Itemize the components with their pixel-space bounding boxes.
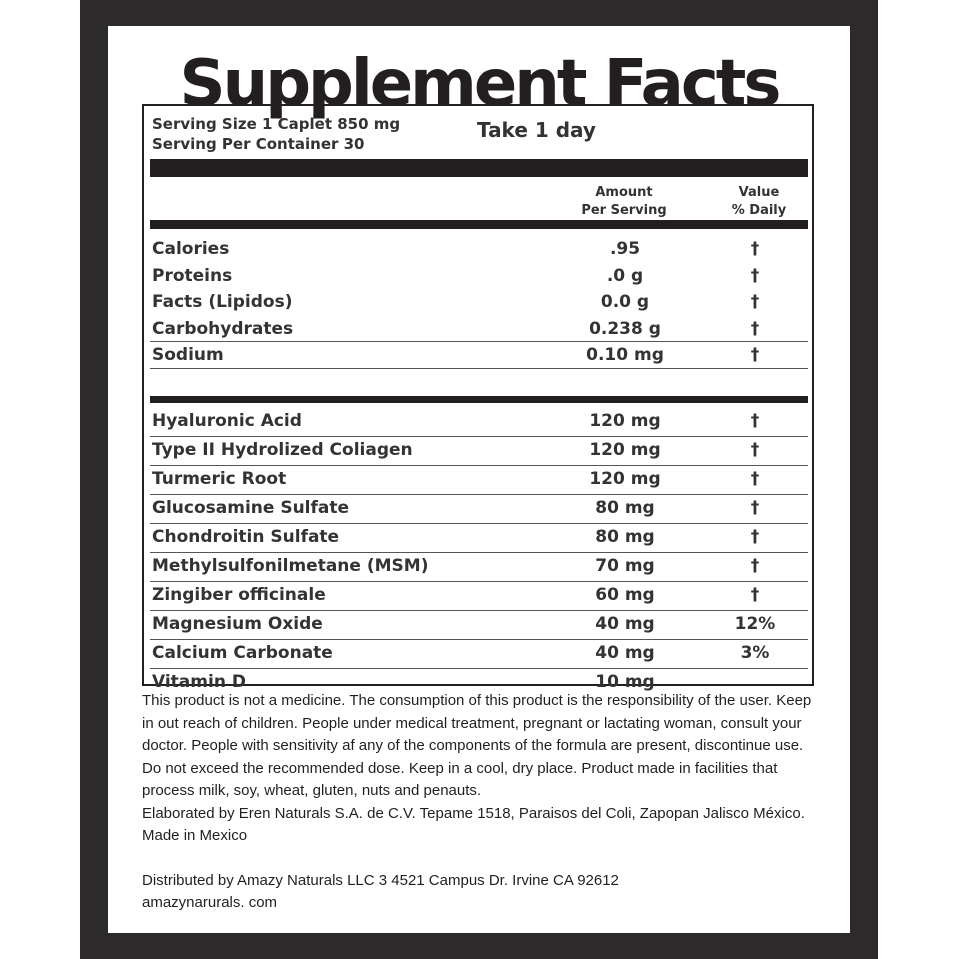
daily-value: † <box>750 469 760 489</box>
amount-per-serving: 60 mg <box>595 585 655 605</box>
daily-value: † <box>750 239 760 259</box>
daily-value: 12% <box>734 614 776 634</box>
ingredient-name: Hyaluronic Acid <box>152 411 302 431</box>
amount-per-serving: 80 mg <box>595 498 655 518</box>
label-panel <box>108 26 850 933</box>
table-row <box>150 553 808 582</box>
ingredient-name: Glucosamine Sulfate <box>152 498 350 518</box>
amount-per-serving: 40 mg <box>595 643 655 663</box>
amount-per-serving: 120 mg <box>589 440 661 460</box>
table-row <box>150 408 808 437</box>
daily-value: † <box>750 318 760 339</box>
row-divider <box>150 368 808 369</box>
ingredient-name: Methylsulfonilmetane (MSM) <box>152 556 429 576</box>
ingredient-name: Turmeric Root <box>152 469 287 489</box>
amount-per-serving: 0.238 g <box>589 318 661 339</box>
daily-value: † <box>750 440 760 460</box>
table-row <box>150 263 808 290</box>
ingredient-name: Proteins <box>152 265 233 286</box>
daily-value: 3% <box>740 643 770 663</box>
column-header-divider <box>150 220 808 229</box>
servings-per-container: Serving Per Container 30 <box>152 135 365 153</box>
label-notes <box>142 690 822 915</box>
website-text: amazynarurals. com <box>142 894 278 911</box>
table-row <box>150 611 808 640</box>
amount-per-serving: 120 mg <box>589 411 661 431</box>
ingredient-name: Chondroitin Sulfate <box>152 527 340 547</box>
amount-per-serving: 70 mg <box>595 556 655 576</box>
ingredient-name: Sodium <box>152 345 224 365</box>
table-row <box>150 582 808 611</box>
daily-value: † <box>750 498 760 518</box>
daily-value-column-header: Value % Daily <box>731 185 787 218</box>
table-row <box>150 640 808 669</box>
ingredient-name: Carbohydrates <box>152 318 294 339</box>
supplement-facts-table <box>142 104 814 692</box>
daily-value: † <box>750 585 760 605</box>
ingredient-name: Calories <box>152 239 230 259</box>
amount-per-serving: 80 mg <box>595 527 655 547</box>
table-row <box>150 495 808 524</box>
distributor-text: Distributed by Amazy Naturals LLC 3 4521 Campus Dr. Irvine CA 92612 <box>142 871 619 889</box>
manufacturer-text: Elaborated by Eren Naturals S.A. de C.V. Tepame 1518, Paraisos del Coli, Zapopan Jalisco México. Made in Mexico <box>142 804 805 844</box>
daily-value: † <box>750 292 760 312</box>
table-row <box>150 289 808 316</box>
ingredient-name: Calcium Carbonate <box>152 643 333 663</box>
daily-value: † <box>750 265 760 286</box>
amount-per-serving: 40 mg <box>595 614 655 634</box>
header-bar <box>150 159 808 177</box>
page-title: Supplement Facts <box>179 47 779 121</box>
daily-value: † <box>750 345 760 365</box>
section-divider <box>150 396 808 403</box>
amount-per-serving: 0.10 mg <box>586 345 664 365</box>
table-row <box>150 466 808 495</box>
serving-size: Serving Size 1 Caplet 850 mg <box>152 115 401 133</box>
take-instruction: Take 1 day <box>477 118 596 142</box>
disclaimer-text: This product is not a medicine. The consumption of this product is the responsibility of the user. Keep in out reach of children. People under medical treatment, pregnant or lactating woman, consult your doctor. People with sensitivity af any of the components of the formula are present, discontinue use. Do not exceed the recommended dose. Keep in a cool, dry place. Product made in facilities that process milk, soy, wheat, gluten, nuts and penauts. <box>142 692 812 799</box>
ingredient-name: Vitamin D <box>152 672 246 692</box>
ingredient-name: Magnesium Oxide <box>152 614 323 634</box>
daily-value: † <box>750 527 760 547</box>
amount-per-serving: .0 g <box>606 265 644 286</box>
ingredient-name: Facts (Lipidos) <box>152 292 293 312</box>
ingredient-name: Zingiber officinale <box>152 585 326 605</box>
amount-column-header: Amount Per Serving <box>581 185 667 218</box>
amount-per-serving: 120 mg <box>589 469 661 489</box>
daily-value: † <box>750 411 760 431</box>
amount-per-serving: 10 mg <box>595 672 655 692</box>
table-row <box>150 524 808 553</box>
table-row <box>150 316 808 343</box>
daily-value: † <box>750 556 760 576</box>
table-row <box>150 236 808 263</box>
table-row <box>150 342 808 369</box>
amount-per-serving: 0.0 g <box>600 292 650 312</box>
serving-info <box>152 114 400 154</box>
amount-per-serving: .95 <box>609 239 641 259</box>
ingredient-name: Type II Hydrolized Coliagen <box>152 440 413 460</box>
table-row <box>150 437 808 466</box>
